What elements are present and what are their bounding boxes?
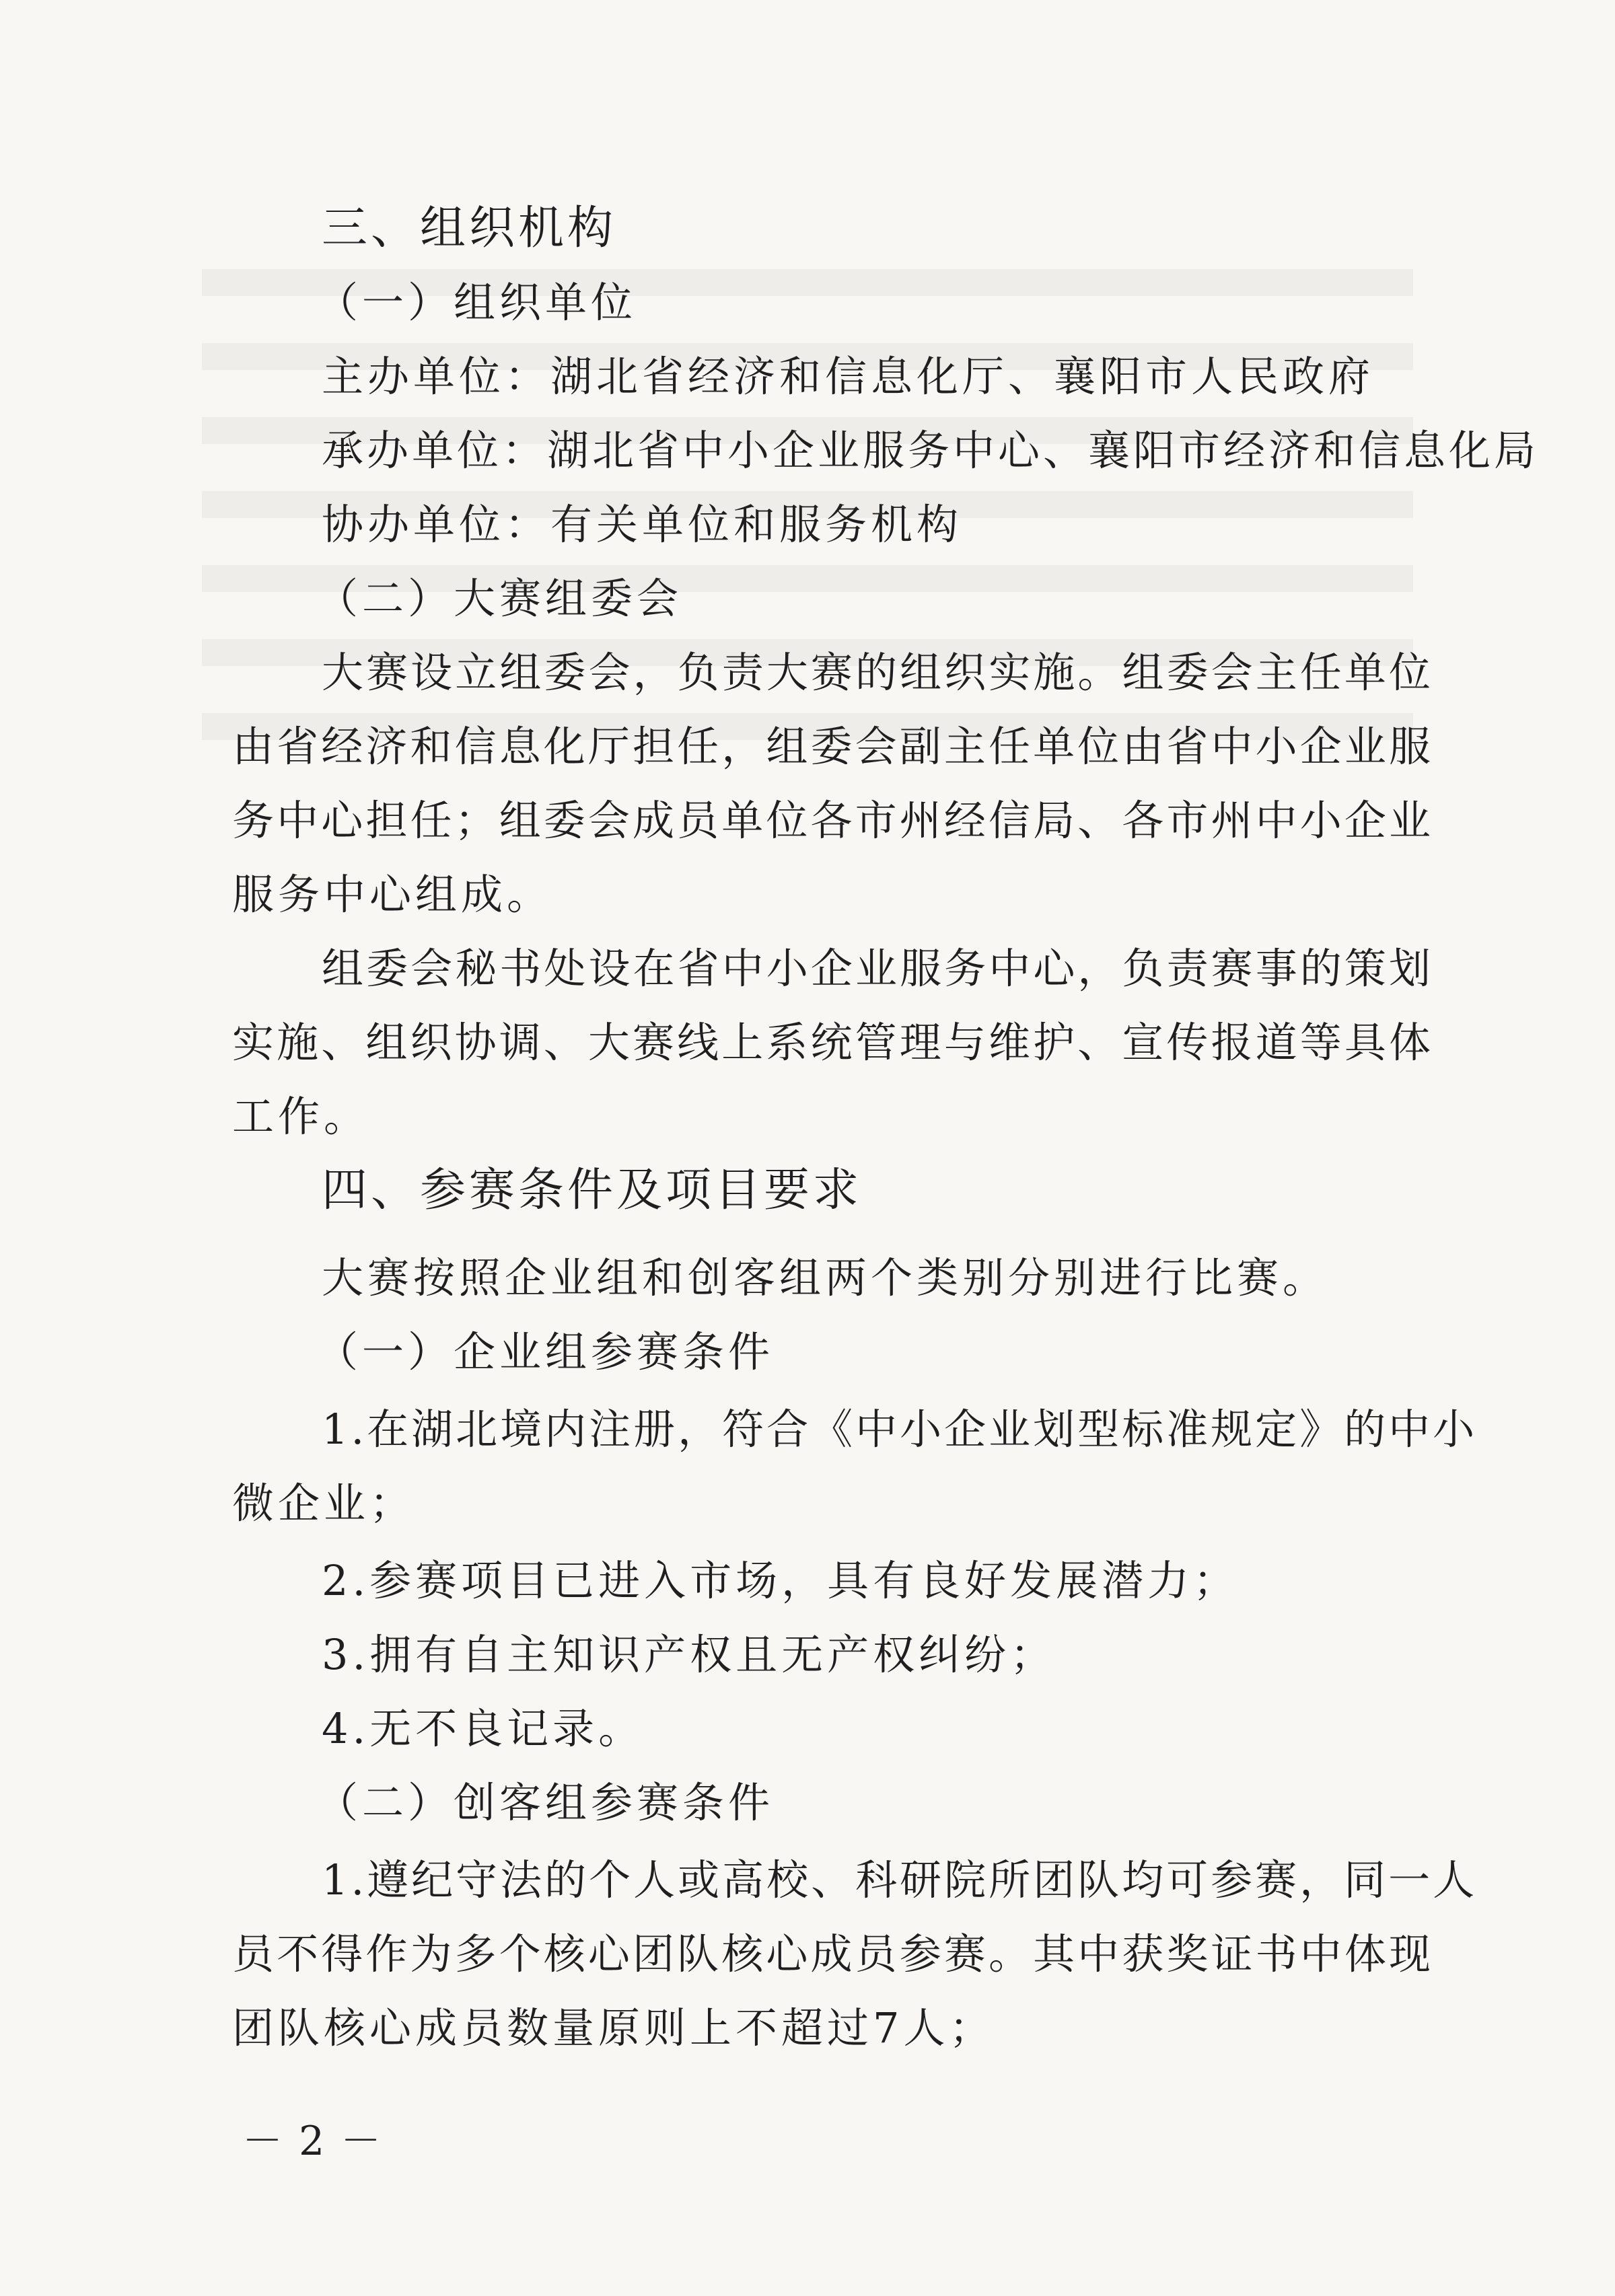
section-3-heading: 三、组织机构 <box>322 202 617 255</box>
host-units-line: 主办单位：湖北省经济和信息化厅、襄阳市人民政府 <box>322 352 1375 401</box>
para1-line: 由省经济和信息化厅担任，组委会副主任单位由省中小企业服 <box>232 722 1433 771</box>
section-4-sub1-heading: （一）企业组参赛条件 <box>316 1327 775 1376</box>
enterprise-item-2: 2.参赛项目已进入市场，具有良好发展潜力； <box>322 1556 1240 1605</box>
maker-item-1-line: 员不得作为多个核心团队核心成员参赛。其中获奖证书中体现 <box>232 1929 1433 1978</box>
section-4-sub2-heading: （二）创客组参赛条件 <box>316 1778 775 1827</box>
enterprise-item-3: 3.拥有自主知识产权且无产权纠纷； <box>322 1630 1056 1679</box>
para1-line: 大赛设立组委会，负责大赛的组织实施。组委会主任单位 <box>322 648 1433 697</box>
para1-line: 服务中心组成。 <box>232 870 553 919</box>
para2-line: 工作。 <box>232 1092 370 1141</box>
enterprise-item-1-line: 1.在湖北境内注册，符合《中小企业划型标准规定》的中小 <box>322 1405 1478 1454</box>
section-4-heading: 四、参赛条件及项目要求 <box>322 1164 863 1217</box>
maker-item-1-line: 1.遵纪守法的个人或高校、科研院所团队均可参赛，同一人 <box>322 1855 1478 1904</box>
organizer-units-line: 承办单位：湖北省中小企业服务中心、襄阳市经济和信息化局 <box>322 426 1540 475</box>
para2-line: 实施、组织协调、大赛线上系统管理与维护、宣传报道等具体 <box>232 1018 1433 1067</box>
para1-line: 务中心担任；组委会成员单位各市州经信局、各市州中小企业 <box>232 796 1433 845</box>
section-3-sub2-heading: （二）大赛组委会 <box>316 574 683 623</box>
page-number: －2－ <box>242 2118 398 2165</box>
enterprise-item-1-line: 微企业； <box>232 1479 416 1528</box>
para2-line: 组委会秘书处设在省中小企业服务中心，负责赛事的策划 <box>322 944 1433 993</box>
co-organizer-units-line: 协办单位：有关单位和服务机构 <box>322 500 963 549</box>
section-3-sub1-heading: （一）组织单位 <box>316 278 637 327</box>
enterprise-item-4: 4.无不良记录。 <box>322 1704 645 1753</box>
section-4-intro: 大赛按照企业组和创客组两个类别分别进行比赛。 <box>322 1253 1329 1302</box>
maker-item-1-line: 团队核心成员数量原则上不超过7人； <box>232 2003 995 2052</box>
